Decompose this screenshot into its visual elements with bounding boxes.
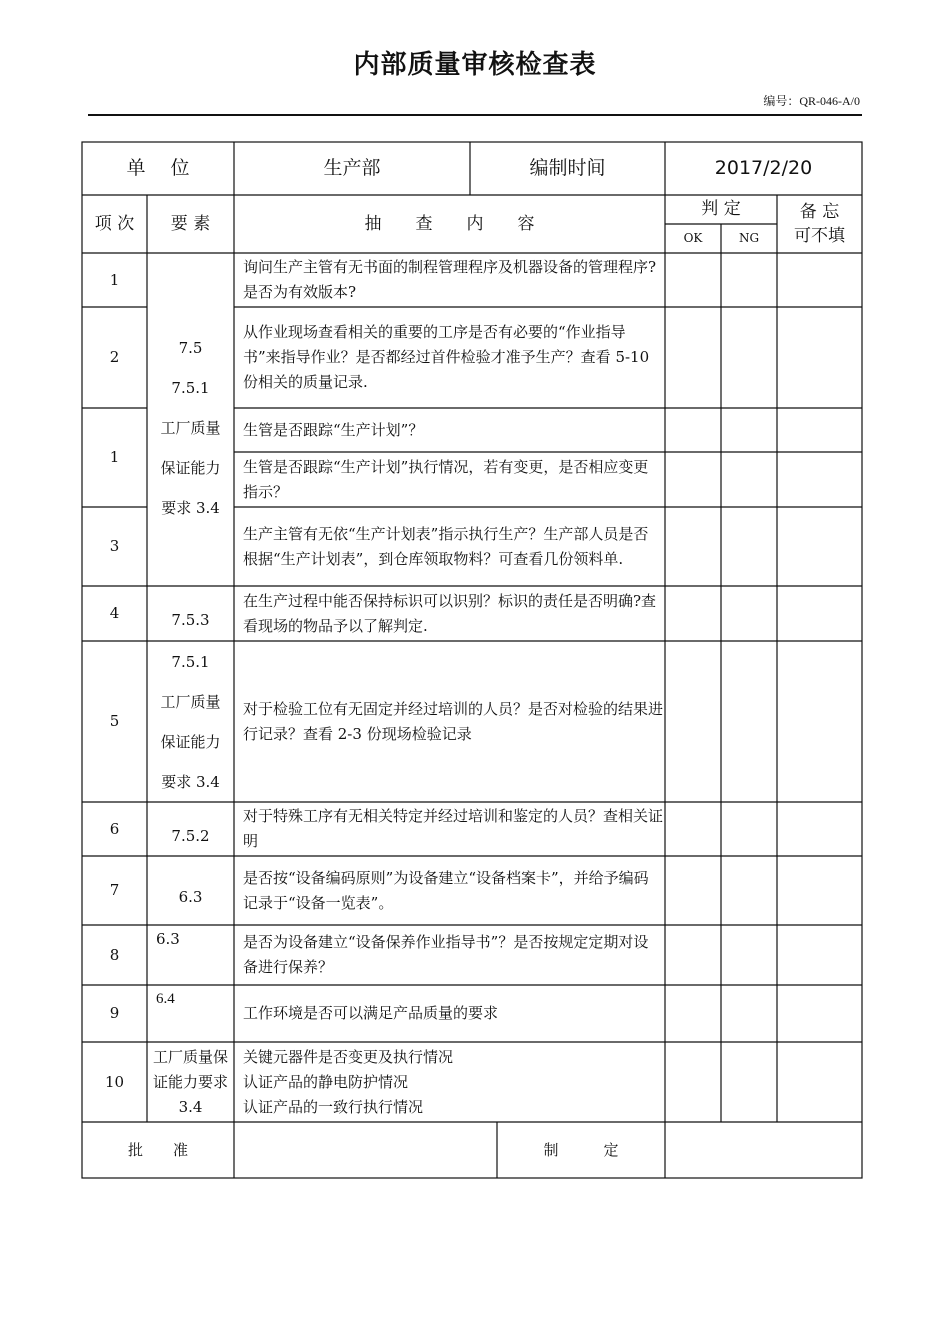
memo-header-line1: 备 忘 [799,202,840,222]
row-no: 1 [109,270,120,289]
row-no: 9 [109,1004,120,1022]
col-element-header: 要 素 [170,213,211,234]
requirement-group-7-5 [147,253,234,586]
requirement: 6.4 [156,991,175,1007]
check-content: 生产主管有无依“生产计划表”指示执行生产？生产部人员是否根据“生产计划表”，到仓库领取物料？可查看几份领料单. [243,524,649,568]
check-content: 在生产过程中能否保持标识可以识别？标识的责任是否明确?查看现场的物品予以了解判定. [243,591,657,635]
approve-signature-field[interactable] [234,1122,497,1178]
prepare-label: 制 定 [543,1140,619,1159]
requirement: 7.5.3 [171,611,210,629]
prepare-signature-field[interactable] [665,1122,862,1178]
col-content-header: 抽 查 内 容 [364,213,535,234]
unit-value: 生产部 [323,157,381,179]
req-line: 7.5 [178,338,203,357]
req-line: 7.5.1 [171,652,210,671]
check-content: 工作环境是否可以满足产品质量的要求 [243,1004,499,1022]
check-content: 是否为设备建立“设备保养作业指导书”？是否按规定定期对设备进行保养？ [243,933,649,976]
col-item-header: 项 次 [94,213,135,234]
check-content: 关键元器件是否变更及执行情况 认证产品的静电防护情况 认证产品的一致行执行情况 [243,1047,454,1116]
requirement: 6.3 [156,930,180,948]
requirement: 6.3 [178,888,203,906]
row-no: 5 [109,712,120,730]
check-content: 对于检验工位有无固定并经过培训的人员？是否对检验的结果进行记录？查看 2-3 份现场检验记录 [243,699,664,743]
requirement: 工厂质量保证能力要求 3.4 [152,1047,228,1116]
row-no: 7 [109,881,120,899]
req-line: 工厂质量 [160,418,221,437]
col-ok-header: OK [683,231,703,245]
req-line: 保证能力 [160,732,221,751]
check-content: 是否按“设备编码原则”为设备建立“设备档案卡”，并给予编码记录于“设备一览表”。 [243,868,649,912]
req-line: 要求 3.4 [161,772,220,791]
col-memo-header [777,195,862,253]
row-no: 10 [104,1072,125,1091]
col-ng-header: NG [738,231,760,245]
document-number: 编号：QR-046-A/0 [763,94,860,108]
row-no: 4 [109,604,120,622]
requirement-group-7-5-1 [147,641,234,802]
memo-header-line2: 可不填 [794,226,845,246]
approve-label: 批 准 [127,1140,188,1159]
row-no: 6 [109,819,120,838]
time-value: 2017/2/20 [714,157,813,179]
req-line: 工厂质量 [160,692,221,711]
req-line: 要求 3.4 [161,498,220,517]
col-judge-header: 判 定 [701,199,741,219]
page-title: 内部质量审核检查表 [353,50,597,80]
req-line: 保证能力 [160,458,221,477]
check-content: 询问生产主管有无书面的制程管理程序及机器设备的管理程序?是否为有效版本? [243,258,657,301]
row-no: 3 [109,537,120,555]
check-content: 生管是否跟踪“生产计划”？ [243,420,424,439]
unit-label: 单 位 [126,157,190,179]
check-content: 对于特殊工序有无相关特定并经过培训和鉴定的人员？查相关证明 [243,807,664,850]
check-content: 从作业现场查看相关的重要的工序是否有必要的“作业指导书”来指导作业？是否都经过首件检验才准予生产？查看 5-10 份相关的质量记录. [243,323,650,391]
time-label: 编制时间 [529,157,606,179]
req-line: 7.5.1 [171,378,210,397]
requirement: 7.5.2 [171,826,210,845]
row-no: 2 [109,348,120,366]
row-no: 8 [109,945,120,964]
row-no: 1 [109,448,120,466]
check-content: 生管是否跟踪“生产计划”执行情况，若有变更，是否相应变更指示？ [243,457,649,501]
